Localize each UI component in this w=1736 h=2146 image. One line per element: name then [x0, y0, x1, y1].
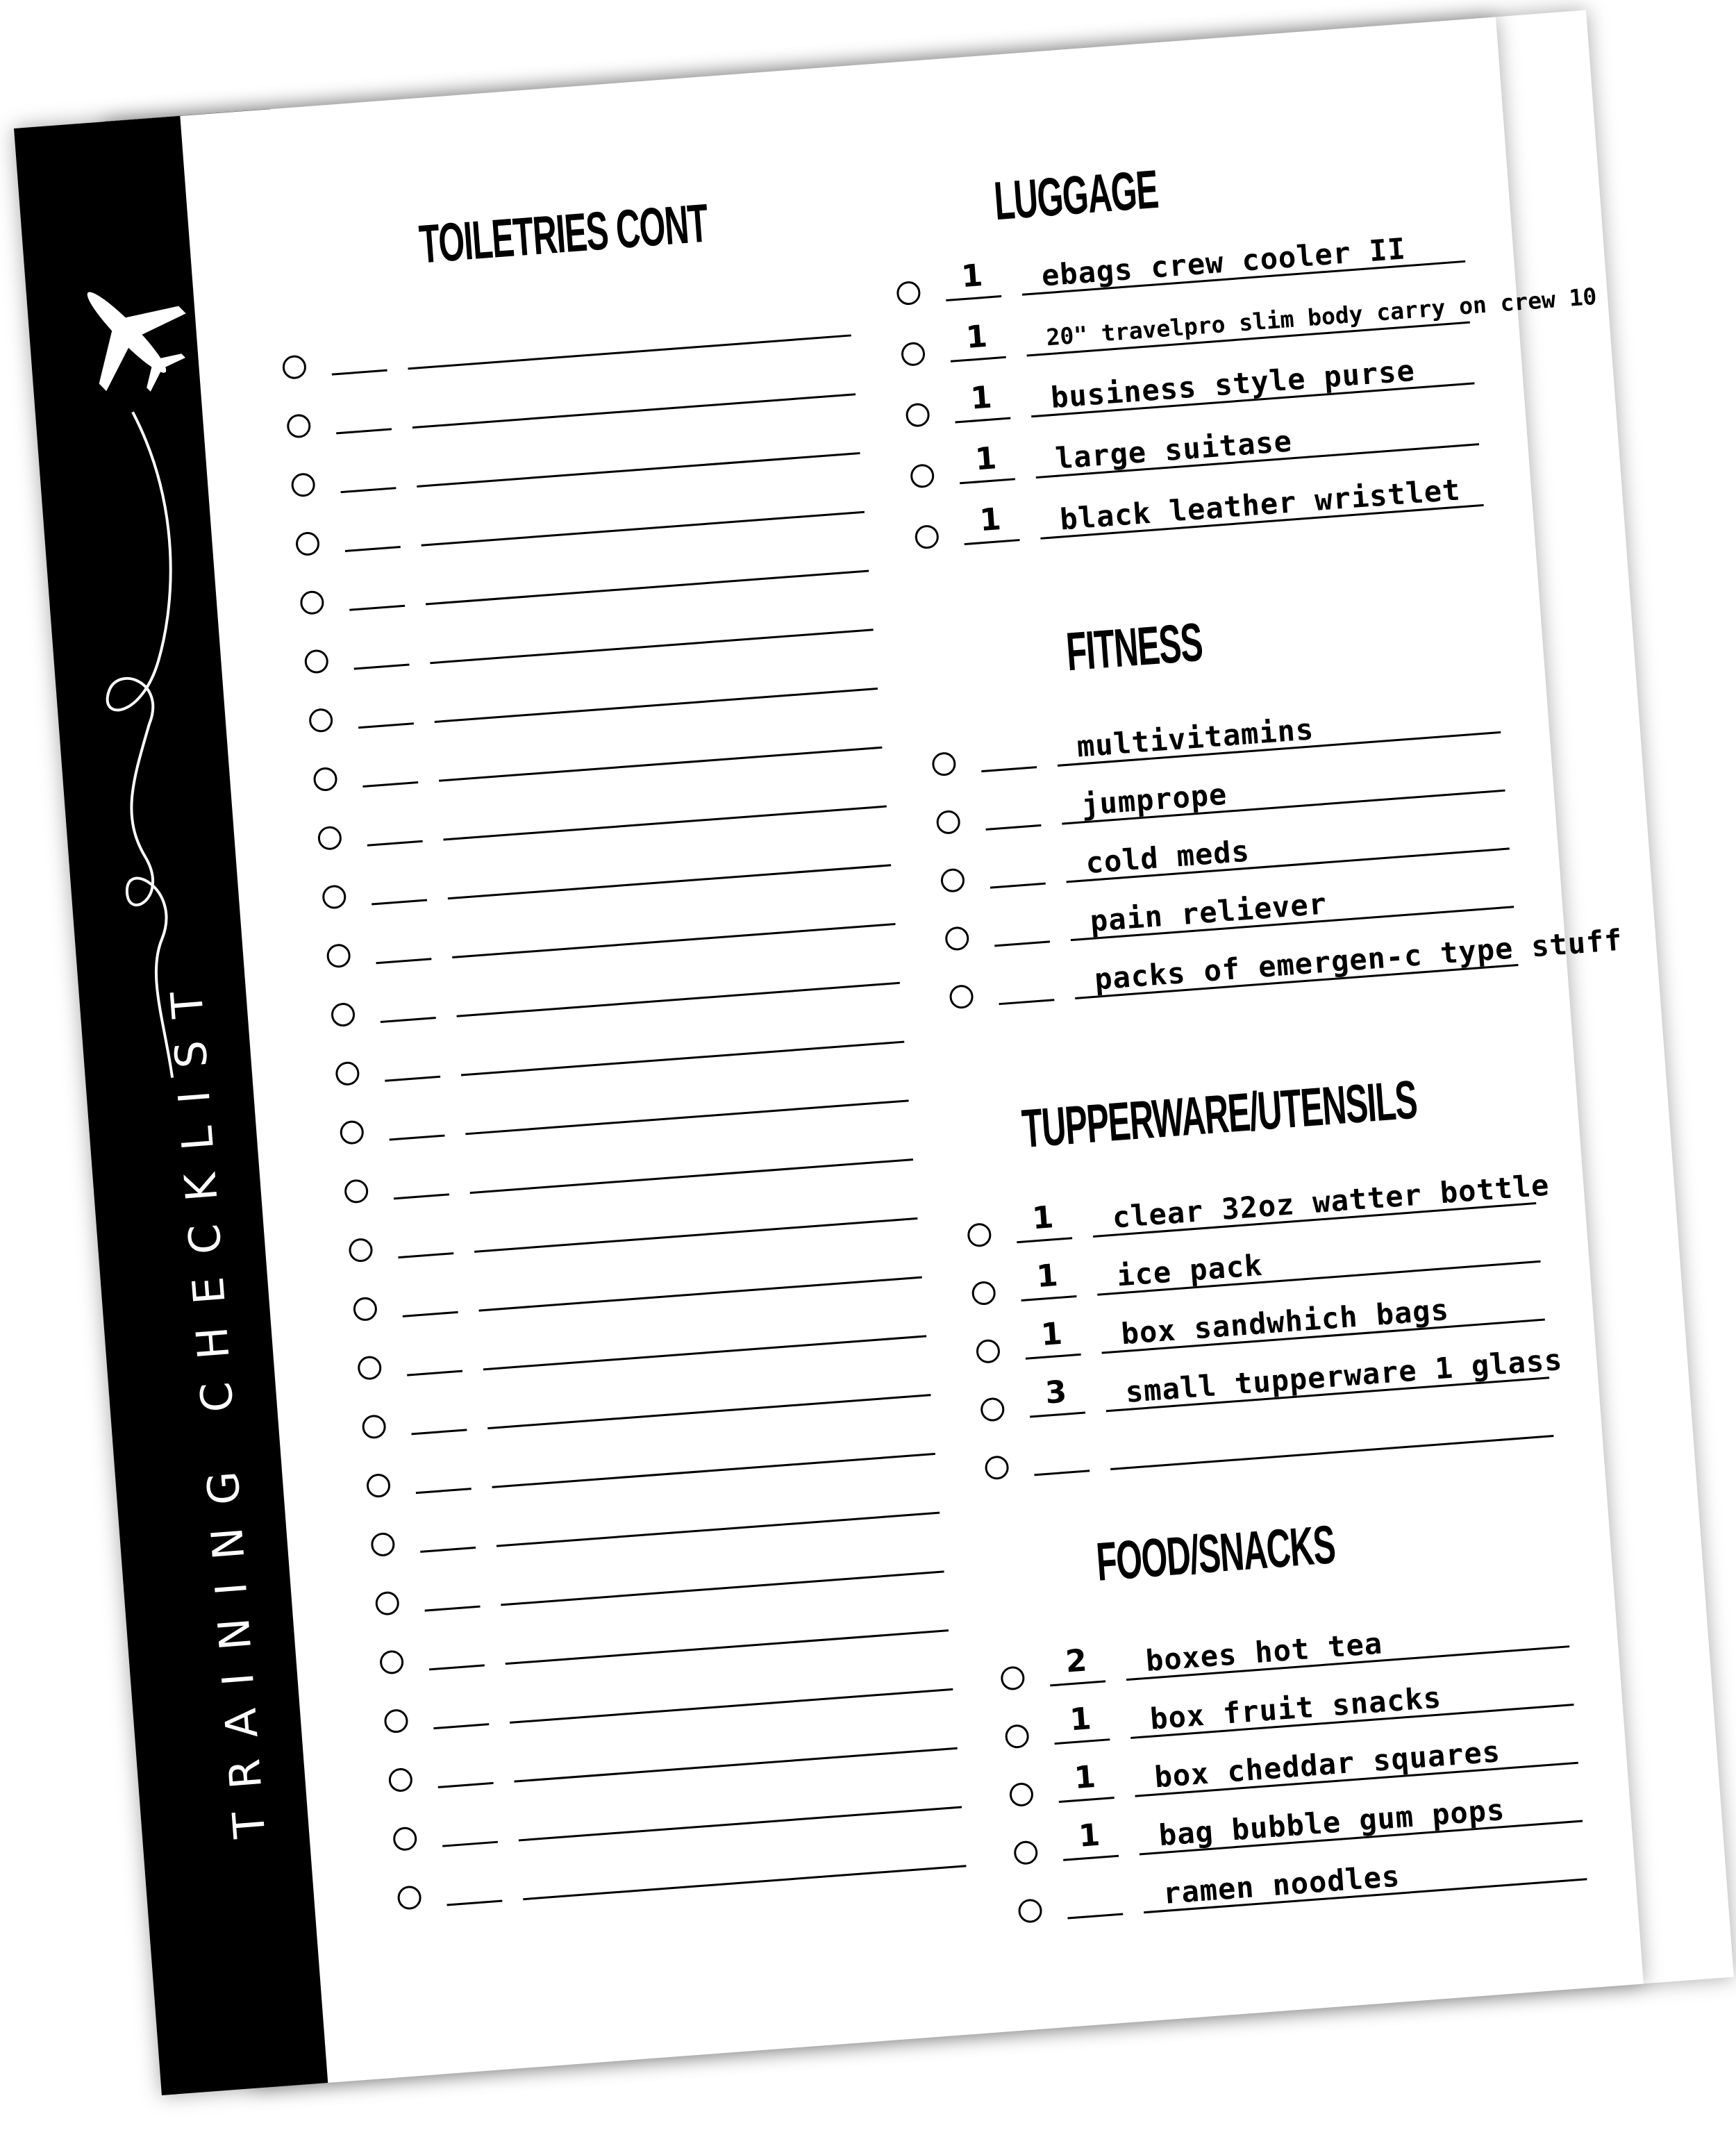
checkbox[interactable] [322, 884, 347, 909]
checkbox[interactable] [353, 1297, 378, 1322]
item-line [435, 688, 878, 723]
quantity-line [425, 1606, 481, 1612]
item-line [430, 629, 873, 664]
checkbox[interactable] [370, 1532, 395, 1557]
checkbox[interactable] [935, 810, 960, 835]
quantity-line [332, 369, 387, 376]
item-line [501, 1570, 944, 1606]
spine-bar [14, 116, 328, 2095]
item-quantity [978, 727, 1034, 731]
checkbox[interactable] [397, 1885, 422, 1910]
food-heading: FOOD/SNACKS [1094, 1513, 1337, 1592]
quantity-line [446, 1899, 502, 1906]
item-text: box cheddar squares [1153, 1734, 1502, 1795]
item-quantity: 1 [1073, 1758, 1097, 1797]
quantity-line [1054, 1738, 1110, 1745]
item-quantity: 1 [969, 379, 994, 417]
quantity-line [981, 766, 1037, 772]
checkbox[interactable] [940, 867, 965, 892]
checkbox[interactable] [295, 531, 320, 556]
quantity-line [398, 1252, 453, 1258]
item-quantity: 1 [974, 440, 998, 478]
item-text: 20" travelpro slim body carry on crew 10 [1045, 282, 1598, 351]
quantity-line [381, 1017, 436, 1023]
checkbox[interactable] [340, 1120, 365, 1145]
quantity-line [390, 1135, 445, 1141]
item-quantity: 1 [960, 258, 985, 295]
quantity-line [999, 999, 1054, 1005]
item-quantity: 1 [965, 318, 989, 356]
checkbox[interactable] [1004, 1724, 1029, 1749]
item-line [1110, 1435, 1553, 1470]
item-line [478, 1276, 921, 1312]
checkbox[interactable] [896, 281, 921, 306]
checkbox[interactable] [383, 1708, 408, 1733]
quantity-line [420, 1547, 476, 1553]
item-text: ebags crew cooler II [1040, 231, 1408, 293]
item-text: ramen noodles [1162, 1858, 1401, 1911]
checkbox[interactable] [910, 463, 935, 488]
item-line [506, 1629, 949, 1665]
item-quantity: 1 [1035, 1257, 1060, 1295]
quantity-line [403, 1311, 458, 1317]
item-line [443, 806, 886, 841]
item-line [487, 1394, 930, 1429]
quantity-line [340, 487, 396, 493]
checkbox[interactable] [286, 413, 311, 438]
checkbox[interactable] [976, 1339, 1001, 1364]
quantity-line [1063, 1855, 1119, 1861]
checkbox[interactable] [375, 1590, 400, 1615]
item-text: small tupperware 1 glass [1124, 1342, 1564, 1410]
quantity-line [1017, 1237, 1072, 1243]
quantity-line [367, 840, 423, 847]
item-text: box fruit snacks [1149, 1680, 1443, 1736]
checkbox[interactable] [366, 1473, 391, 1498]
quantity-line [385, 1076, 440, 1082]
checkbox[interactable] [944, 926, 969, 951]
checkbox[interactable] [905, 402, 930, 427]
item-line [457, 982, 900, 1017]
checkbox[interactable] [308, 708, 333, 733]
item-text: pain reliever [1089, 886, 1328, 938]
checkbox[interactable] [357, 1355, 382, 1380]
item-text: large suitase [1054, 424, 1294, 476]
checkbox[interactable] [984, 1455, 1009, 1480]
quantity-line [362, 781, 418, 788]
checkbox[interactable] [1017, 1898, 1042, 1923]
item-quantity: 3 [1044, 1374, 1068, 1411]
item-line [422, 511, 865, 547]
quantity-line [994, 940, 1050, 947]
item-line [417, 452, 860, 488]
quantity-line [946, 295, 1001, 301]
quantity-line [358, 722, 414, 729]
item-text: jumprope [1080, 776, 1228, 822]
tupperware-heading: TUPPERWARE/UTENSILS [1019, 1068, 1419, 1160]
quantity-line [394, 1193, 449, 1199]
fitness-heading: FITNESS [1064, 610, 1205, 683]
checkbox[interactable] [290, 472, 315, 497]
quantity-line [345, 546, 401, 552]
quantity-line [955, 417, 1010, 424]
checkbox[interactable] [949, 984, 974, 1009]
quantity-line [990, 883, 1046, 889]
item-quantity: 1 [1030, 1199, 1055, 1237]
item-text: bag bubble gum pops [1158, 1792, 1506, 1853]
item-line [408, 334, 851, 369]
item-line [426, 569, 869, 605]
quantity-line [1034, 1470, 1090, 1476]
item-text: boxes hot tea [1144, 1626, 1384, 1678]
quantity-line [376, 958, 431, 964]
item-quantity: 2 [1064, 1642, 1088, 1680]
quantity-line [438, 1782, 494, 1788]
item-line [470, 1158, 913, 1194]
checkbox[interactable] [901, 342, 926, 367]
item-line [492, 1453, 935, 1488]
checkbox[interactable] [980, 1397, 1005, 1422]
item-text: multivitamins [1076, 712, 1315, 764]
quantity-line [951, 356, 1006, 363]
quantity-line [354, 663, 410, 669]
item-line [514, 1747, 957, 1783]
checkbox[interactable] [361, 1414, 386, 1439]
quantity-line [1067, 1913, 1123, 1919]
checkbox[interactable] [1000, 1665, 1025, 1690]
checkbox[interactable] [317, 826, 342, 851]
checkbox[interactable] [931, 751, 956, 776]
item-line [412, 393, 856, 429]
checkbox[interactable] [299, 590, 324, 615]
quantity-line [433, 1723, 489, 1729]
item-quantity: 1 [1077, 1817, 1101, 1854]
quantity-line [1026, 1354, 1081, 1360]
item-line [519, 1806, 962, 1841]
quantity-line [965, 539, 1020, 545]
luggage-heading: LUGGAGE [992, 158, 1160, 232]
item-text: cold meds [1084, 833, 1251, 881]
item-quantity: 1 [1040, 1315, 1064, 1353]
quantity-line [1050, 1680, 1105, 1686]
checkbox[interactable] [304, 649, 329, 674]
checkbox[interactable] [344, 1179, 369, 1204]
checkbox[interactable] [331, 1002, 356, 1027]
quantity-line [1059, 1797, 1115, 1803]
item-line [523, 1865, 966, 1900]
item-text: ice pack [1115, 1247, 1264, 1293]
item-line [474, 1217, 917, 1253]
quantity-line [411, 1429, 467, 1435]
quantity-line [429, 1664, 485, 1670]
quantity-line [986, 824, 1042, 831]
spine-title: TRAINING CHECKLIST [159, 967, 276, 1840]
item-quantity: 1 [1068, 1701, 1093, 1738]
checkbox[interactable] [1013, 1840, 1038, 1865]
checkbox[interactable] [915, 524, 940, 549]
quantity-line [407, 1370, 462, 1376]
toiletries-list [14, 17, 1496, 128]
item-line [461, 1041, 904, 1076]
checkbox[interactable] [379, 1649, 404, 1674]
item-line [483, 1335, 926, 1370]
checkbox[interactable] [1009, 1782, 1034, 1807]
checkbox[interactable] [348, 1238, 373, 1263]
item-text: packs of emergen-c type stuff [1093, 922, 1624, 997]
item-quantity: 1 [978, 501, 1003, 539]
checkbox[interactable] [326, 943, 351, 968]
item-text: black leather wristlet [1058, 472, 1462, 537]
item-line [452, 923, 895, 958]
quantity-line [1030, 1412, 1085, 1418]
quantity-line [960, 478, 1015, 484]
item-line [510, 1688, 953, 1724]
flight-path-swirl [14, 116, 258, 1167]
item-text: business style purse [1049, 353, 1417, 415]
checkbox[interactable] [967, 1222, 992, 1247]
quantity-line [416, 1488, 471, 1494]
quantity-line [349, 605, 405, 611]
checkbox[interactable] [388, 1767, 413, 1793]
checkbox[interactable] [392, 1826, 417, 1851]
checkbox[interactable] [335, 1061, 360, 1086]
quantity-line [442, 1841, 498, 1847]
item-line [439, 747, 882, 782]
checklist-page [14, 17, 1644, 2095]
quantity-line [372, 899, 427, 906]
item-line [448, 864, 891, 899]
item-text: clear 32oz watter bottle [1111, 1167, 1551, 1235]
item-text: box sandwhich bags [1119, 1292, 1451, 1351]
checkbox[interactable] [312, 767, 337, 792]
toiletries-heading: TOILETRIES CONT [417, 192, 710, 275]
quantity-line [1021, 1295, 1076, 1301]
item-line [496, 1512, 940, 1547]
checkbox[interactable] [971, 1281, 996, 1306]
quantity-line [336, 428, 392, 434]
item-line [465, 1099, 908, 1135]
checkbox[interactable] [282, 354, 307, 379]
